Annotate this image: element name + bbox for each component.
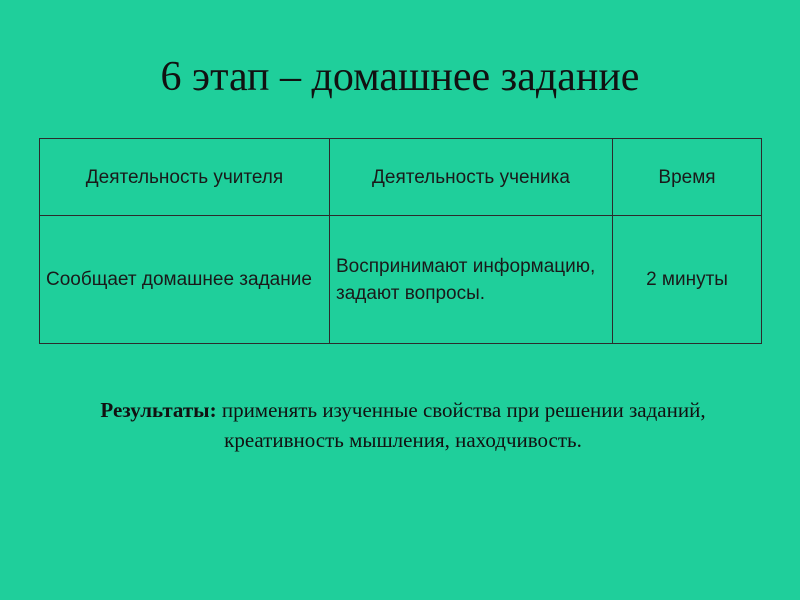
activity-table [39,138,762,344]
cell-teacher-activity: Сообщает домашнее задание [40,216,330,344]
results-label: Результаты: [100,398,217,422]
header-time: Время [613,139,762,216]
results-paragraph [58,395,748,455]
cell-time: 2 минуты [613,216,762,344]
table-row [40,216,762,344]
results-text: применять изученные свойства при решении заданий, креативность мышления, находчивость. [221,398,706,452]
header-teacher-activity: Деятельность учителя [40,139,330,216]
header-student-activity: Деятельность ученика [330,139,613,216]
cell-student-activity: Воспринимают информацию, задают вопросы. [330,216,613,344]
table-header-row [40,139,762,216]
slide-title: 6 этап – домашнее задание [160,54,640,100]
